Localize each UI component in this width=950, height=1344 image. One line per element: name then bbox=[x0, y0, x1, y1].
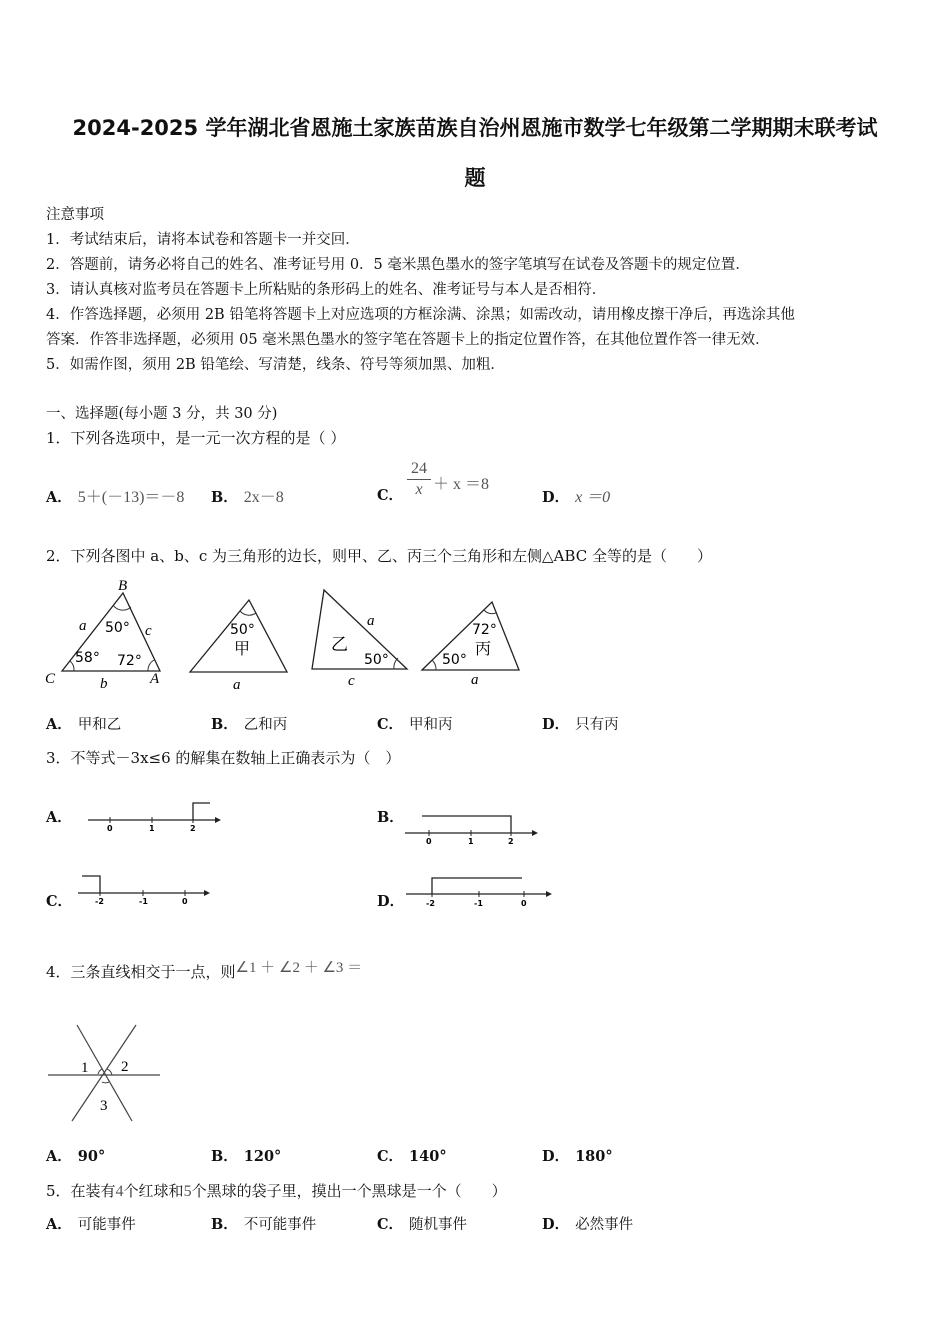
tick-label: -2 bbox=[95, 897, 104, 906]
option-label: C． bbox=[377, 1148, 404, 1165]
side-label: c bbox=[145, 623, 152, 639]
option-expr: 5＋(－13)＝－8 bbox=[77, 489, 185, 506]
solution-bracket bbox=[82, 876, 100, 893]
side-label: c bbox=[348, 673, 355, 689]
q1-option-c[interactable] bbox=[377, 484, 409, 505]
angle-arc bbox=[98, 1069, 102, 1074]
fraction bbox=[407, 459, 431, 500]
triangle-name: 丙 bbox=[475, 641, 492, 658]
option-label: C． bbox=[377, 1216, 404, 1233]
option-text: 180° bbox=[575, 1148, 613, 1165]
black-count: 5 bbox=[183, 1183, 192, 1200]
section-heading: 一、选择题(每小题 3 分，共 30 分) bbox=[46, 406, 278, 422]
vertex-label: A bbox=[150, 671, 160, 687]
option-label: B． bbox=[211, 1216, 238, 1233]
angle-arc bbox=[240, 611, 256, 615]
angle-label: 50° bbox=[364, 652, 389, 668]
triangle-name: 乙 bbox=[331, 635, 348, 654]
option-label: C． bbox=[377, 487, 404, 504]
option-label: A． bbox=[46, 809, 72, 826]
note-item: 1．考试结束后，请将本试卷和答题卡一并交回． bbox=[46, 232, 360, 248]
triangle-yi bbox=[312, 590, 407, 669]
option-label: A． bbox=[46, 1148, 72, 1165]
option-label: D． bbox=[542, 716, 570, 733]
angle-arc bbox=[148, 660, 154, 671]
option-label: A． bbox=[46, 489, 72, 506]
question-1-stem: 1．下列各选项中，是一元一次方程的是（ ） bbox=[46, 429, 346, 447]
side-label: a bbox=[367, 613, 375, 629]
tick-label: -1 bbox=[474, 899, 483, 908]
option-label: B． bbox=[211, 716, 238, 733]
q4-option-d[interactable] bbox=[542, 1145, 619, 1166]
q2-option-c[interactable] bbox=[377, 713, 453, 734]
option-expr-rest: ＋ x ＝8 bbox=[433, 476, 490, 493]
axis-arrow bbox=[532, 830, 538, 836]
q5-option-d[interactable] bbox=[542, 1213, 633, 1234]
angle-label: 58° bbox=[75, 650, 100, 666]
note-item: 2．答题前，请务必将自己的姓名、准考证号用 0．5 毫米黑色墨水的签字笔填写在试卷及答题卡的规定位置． bbox=[46, 257, 750, 273]
q5-option-a[interactable] bbox=[46, 1213, 136, 1234]
q1-option-b[interactable] bbox=[211, 484, 284, 507]
question-5-text: 5．在装有 bbox=[46, 1182, 116, 1200]
option-label: D． bbox=[377, 893, 405, 910]
angle-label: 1 bbox=[81, 1060, 89, 1076]
option-text: 只有丙 bbox=[575, 717, 619, 733]
tick-label: 1 bbox=[149, 824, 155, 832]
number-line-c bbox=[72, 868, 214, 908]
q3-option-a[interactable] bbox=[46, 806, 78, 827]
angle-arc bbox=[484, 610, 496, 614]
option-label: A． bbox=[46, 716, 72, 733]
angle-label: 2 bbox=[121, 1059, 129, 1075]
tick-label: 0 bbox=[107, 824, 113, 832]
option-label: C． bbox=[46, 893, 73, 910]
option-text: 乙和丙 bbox=[243, 717, 288, 733]
option-text: 90° bbox=[77, 1148, 106, 1165]
question-4-text: 4．三条直线相交于一点，则 bbox=[46, 963, 236, 981]
fraction-denominator: x bbox=[415, 481, 423, 498]
option-text: 随机事件 bbox=[409, 1217, 468, 1233]
option-text: 必然事件 bbox=[575, 1217, 634, 1233]
fraction-numerator: 24 bbox=[407, 459, 431, 480]
option-label: A． bbox=[46, 1216, 72, 1233]
option-label: D． bbox=[542, 489, 570, 506]
option-text: 120° bbox=[243, 1148, 282, 1165]
tick-label: 0 bbox=[521, 899, 527, 908]
note-item: 5．如需作图，须用 2B 铅笔绘、写清楚，线条、符号等须加黑、加粗． bbox=[46, 357, 505, 373]
angle-label: 50° bbox=[105, 620, 130, 636]
tick-label: -1 bbox=[139, 897, 148, 906]
angle-label: 72° bbox=[472, 622, 497, 638]
side-label: a bbox=[79, 618, 87, 634]
option-text: 甲和乙 bbox=[77, 717, 122, 733]
option-text: 甲和丙 bbox=[409, 717, 453, 733]
note-item: 3．请认真核对监考员在答题卡上所粘贴的条形码上的姓名、准考证号与本人是否相符． bbox=[46, 282, 607, 298]
q2-option-d[interactable] bbox=[542, 713, 619, 734]
page-title-continued: 题 bbox=[464, 166, 486, 190]
q1-option-a[interactable] bbox=[46, 484, 184, 507]
note-item: 4．作答选择题，必须用 2B 铅笔将答题卡上对应选项的方框涂满、涂黑；如需改动，请用橡皮擦干净后，再选涂其他 bbox=[46, 307, 795, 323]
axis-arrow bbox=[204, 890, 210, 896]
question-2-stem: 2．下列各图中 a、b、c 为三角形的边长，则甲、乙、丙三个三角形和左侧△ABC 全等的是（ ） bbox=[46, 547, 712, 565]
solution-bracket bbox=[432, 878, 522, 894]
tick-label: 2 bbox=[190, 824, 196, 832]
note-item: 答案．作答非选择题，必须用 05 毫米黑色墨水的签字笔在答题卡上的指定位置作答，在其他位置作答一律无效． bbox=[46, 332, 770, 348]
tick-label: -2 bbox=[426, 899, 435, 908]
three-lines-figure bbox=[44, 1020, 166, 1125]
q2-option-b[interactable] bbox=[211, 713, 287, 734]
notes-heading: 注意事项 bbox=[46, 207, 104, 223]
angle-arc bbox=[113, 605, 131, 610]
axis-arrow bbox=[215, 817, 221, 823]
option-expr: 2x－8 bbox=[243, 489, 284, 506]
option-text: 不可能事件 bbox=[243, 1217, 317, 1233]
q1-option-d[interactable] bbox=[542, 484, 610, 507]
tick-label: 2 bbox=[508, 837, 514, 846]
angle-arc bbox=[102, 1082, 109, 1083]
question-5-text: 个红球和 bbox=[123, 1182, 184, 1200]
question-3-stem: 3．不等式－3x≤6 的解集在数轴上正确表示为（ ） bbox=[46, 749, 401, 767]
option-label: D． bbox=[542, 1148, 570, 1165]
solution-bracket bbox=[193, 803, 210, 820]
side-label: a bbox=[233, 677, 241, 693]
axis-arrow bbox=[546, 891, 552, 897]
q4-option-a[interactable] bbox=[46, 1145, 111, 1166]
option-expr: x ＝0 bbox=[575, 489, 611, 506]
triangle-bing bbox=[422, 602, 519, 670]
option-label: B． bbox=[211, 489, 238, 506]
number-line-a bbox=[82, 798, 222, 832]
q4-option-c[interactable] bbox=[377, 1145, 453, 1166]
q5-option-c[interactable] bbox=[377, 1213, 467, 1234]
number-line-d bbox=[400, 870, 555, 910]
angle-label: 3 bbox=[100, 1098, 108, 1114]
angle-arc bbox=[432, 660, 436, 670]
number-line-b bbox=[400, 808, 540, 848]
option-label: B． bbox=[377, 809, 404, 826]
option-text: 可能事件 bbox=[77, 1217, 136, 1233]
tick-label: 0 bbox=[182, 897, 188, 906]
triangles-figure bbox=[40, 572, 530, 697]
triangle-name: 甲 bbox=[234, 641, 251, 658]
page-title: 2024-2025 学年湖北省恩施土家族苗族自治州恩施市数学七年级第二学期期末联考试 bbox=[72, 116, 878, 140]
option-label: B． bbox=[211, 1148, 238, 1165]
tick-label: 0 bbox=[426, 837, 432, 846]
angle-arc bbox=[107, 1069, 112, 1075]
angle-sum-expr: ∠1 ＋ ∠2 ＋ ∠3 ＝ bbox=[235, 960, 363, 976]
angle-label: 50° bbox=[230, 622, 255, 638]
angle-arc bbox=[70, 661, 74, 671]
side-label: b bbox=[100, 676, 108, 692]
question-5-text: 个黑球的袋子里，摸出一个黑球是一个（ ） bbox=[191, 1182, 507, 1200]
side-label: a bbox=[471, 672, 479, 688]
question-4-stem bbox=[46, 961, 362, 982]
q2-option-a[interactable] bbox=[46, 713, 121, 734]
red-count: 4 bbox=[115, 1183, 124, 1200]
q4-option-b[interactable] bbox=[211, 1145, 287, 1166]
question-5-stem bbox=[46, 1180, 507, 1201]
vertex-label: C bbox=[45, 671, 56, 687]
angle-label: 50° bbox=[442, 652, 467, 668]
vertex-label: B bbox=[118, 578, 128, 594]
option-text: 140° bbox=[409, 1148, 447, 1165]
angle-label: 72° bbox=[117, 653, 142, 669]
tick-label: 1 bbox=[468, 837, 474, 846]
option-label: C． bbox=[377, 716, 404, 733]
option-label: D． bbox=[542, 1216, 570, 1233]
solution-bracket bbox=[422, 816, 511, 833]
q5-option-b[interactable] bbox=[211, 1213, 316, 1234]
